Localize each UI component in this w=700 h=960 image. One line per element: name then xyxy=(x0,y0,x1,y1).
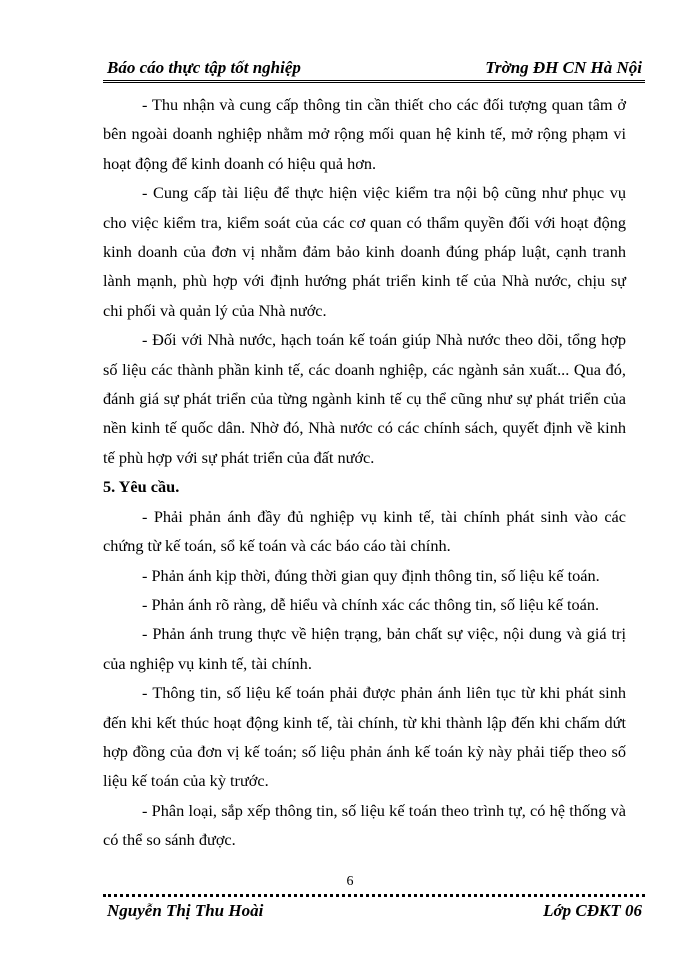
footer-divider xyxy=(103,894,645,897)
body-paragraph: - Thu nhận và cung cấp thông tin cần thiết cho các đối tượng quan tâm ở bên ngoài doanh nghiệp nhằm mở rộng mối quan hệ kinh tế, mở rộng phạm vi hoạt động để kinh doanh có hiệu quả hơn. xyxy=(103,95,626,173)
header-report-title: Báo cáo thực tập tốt nghiệp xyxy=(107,58,301,77)
page-number: 6 xyxy=(346,874,354,889)
body-paragraph: - Phản ánh rõ ràng, dễ hiểu và chính xác các thông tin, số liệu kế toán. xyxy=(142,594,600,614)
body-paragraph: - Cung cấp tài liệu để thực hiện việc kiểm tra nội bộ cũng như phục vụ cho việc kiểm tra, kiểm soát của các cơ quan có thẩm quyền đối với hoạt động kinh doanh của đơn vị nhằm đảm bảo kinh doanh đúng pháp luật, cạnh tranh lành mạnh, phù hợp với định hướng phát triển kinh tế của Nhà nước, chịu sự chi phối và quản lý của Nhà nước. xyxy=(103,183,626,320)
body-paragraph: - Thông tin, số liệu kế toán phải được phản ánh liên tục từ khi phát sinh đến khi kết thúc hoạt động kinh tế, tài chính, từ khi thành lập đến khi chấm dứt hợp đồng của đơn vị kế toán; số liệu phản ánh kế toán kỳ này phải tiếp theo số liệu kế toán của kỳ trước. xyxy=(103,683,626,791)
page-header xyxy=(107,56,642,80)
section-heading: 5. Yêu cầu. xyxy=(103,477,180,497)
page-footer xyxy=(107,901,642,925)
document-body xyxy=(103,90,626,855)
body-paragraph: - Phản ánh kịp thời, đúng thời gian quy định thông tin, số liệu kế toán. xyxy=(142,565,600,585)
body-paragraph: - Phân loại, sắp xếp thông tin, số liệu kế toán theo trình tự, có hệ thống và có thể so sánh được. xyxy=(103,800,626,850)
footer-class-name: Lớp CĐKT 06 xyxy=(543,901,642,920)
header-school-name: Trờng ĐH CN Hà Nội xyxy=(485,58,642,77)
body-paragraph: - Đối với Nhà nước, hạch toán kế toán giúp Nhà nước theo dõi, tổng hợp số liệu các thành phần kinh tế, các doanh nghiệp, các ngành sản xuất... Qua đó, đánh giá sự phát triển của từng ngành kinh tế cụ thể cũng như sự phát triển của nền kinh tế quốc dân. Nhờ đó, Nhà nước có các chính sách, quyết định về kinh tế phù hợp với sự phát triển của đất nước. xyxy=(103,330,626,467)
body-paragraph: - Phải phản ánh đầy đủ nghiệp vụ kinh tế, tài chính phát sinh vào các chứng từ kế toán, sổ kế toán và các báo cáo tài chính. xyxy=(103,506,626,556)
body-paragraph: - Phản ánh trung thực về hiện trạng, bản chất sự việc, nội dung và giá trị của nghiệp vụ kinh tế, tài chính. xyxy=(103,624,626,673)
footer-author-name: Nguyễn Thị Thu Hoài xyxy=(107,901,264,920)
header-divider xyxy=(103,80,645,83)
